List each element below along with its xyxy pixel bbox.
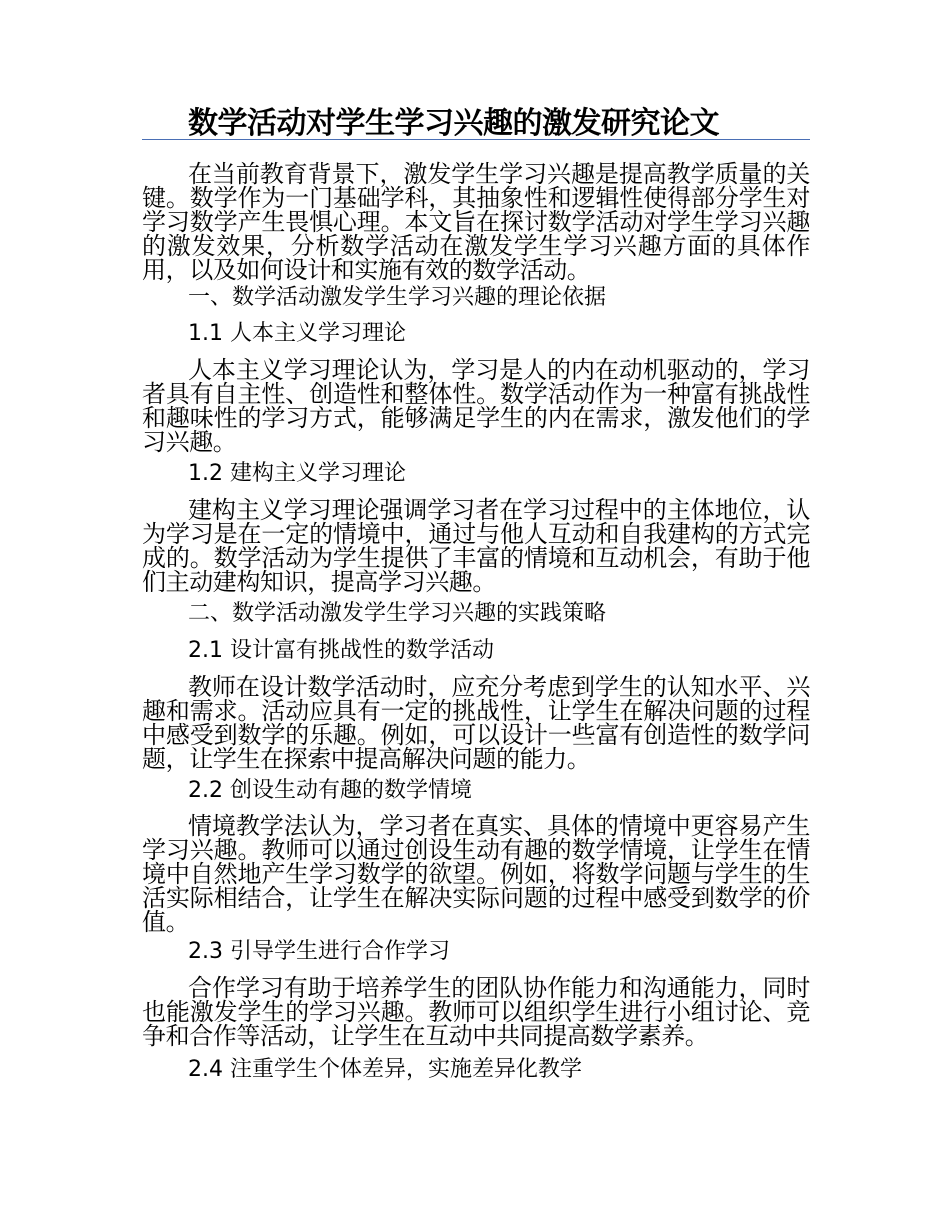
document-title: 数学活动对学生学习兴趣的激发研究论文 xyxy=(188,106,719,141)
subsection-2-1-heading: 2.1 设计富有挑战性的数学活动 xyxy=(188,638,494,663)
subsection-2-3-body: 合作学习有助于培养学生的团队协作能力和沟通能力，同时也能激发学生的学习兴趣。教师可以组织学生进行小组讨论、竞争和合作等活动，让学生在互动中共同提高数学素养。 xyxy=(142,974,810,1050)
subsection-2-2-heading: 2.2 创设生动有趣的数学情境 xyxy=(188,778,472,803)
section-1-heading: 一、数学活动激发学生学习兴趣的理论依据 xyxy=(188,285,607,310)
subsection-2-3-heading: 2.3 引导学生进行合作学习 xyxy=(188,939,450,964)
subsection-2-2-body: 情境教学法认为，学习者在真实、具体的情境中更容易产生学习兴趣。教师可以通过创设生动有趣的数学情境，让学生在情境中自然地产生学习数学的欲望。例如，将数学问题与学生的生活实际相结合，让学生在解决实际问题的过程中感受到数学的价值。 xyxy=(142,812,810,936)
intro-paragraph: 在当前教育背景下，激发学生学习兴趣是提高教学质量的关键。数学作为一门基础学科，其抽象性和逻辑性使得部分学生对学习数学产生畏惧心理。本文旨在探讨数学活动对学生学习兴趣的激发效果，分析数学活动在激发学生学习兴趣方面的具体作用，以及如何设计和实施有效的数学活动。 xyxy=(142,160,810,284)
subsection-2-4-heading: 2.4 注重学生个体差异，实施差异化教学 xyxy=(188,1057,582,1082)
subsection-1-1-heading: 1.1 人本主义学习理论 xyxy=(188,321,406,346)
subsection-1-1-body: 人本主义学习理论认为，学习是人的内在动机驱动的，学习者具有自主性、创造性和整体性。数学活动作为一种富有挑战性和趣味性的学习方式，能够满足学生的内在需求，激发他们的学习兴趣。 xyxy=(142,356,810,456)
subsection-1-2-heading: 1.2 建构主义学习理论 xyxy=(188,461,406,486)
subsection-1-2-body: 建构主义学习理论强调学习者在学习过程中的主体地位，认为学习是在一定的情境中，通过与他人互动和自我建构的方式完成的。数学活动为学生提供了丰富的情境和互动机会，有助于他们主动建构知识，提高学习兴趣。 xyxy=(142,496,810,596)
subsection-2-1-body: 教师在设计数学活动时，应充分考虑到学生的认知水平、兴趣和需求。活动应具有一定的挑战性，让学生在解决问题的过程中感受到数学的乐趣。例如，可以设计一些富有创造性的数学问题，让学生在探索中提高解决问题的能力。 xyxy=(142,673,810,773)
section-2-heading: 二、数学活动激发学生学习兴趣的实践策略 xyxy=(188,601,607,626)
title-underline xyxy=(142,139,810,140)
